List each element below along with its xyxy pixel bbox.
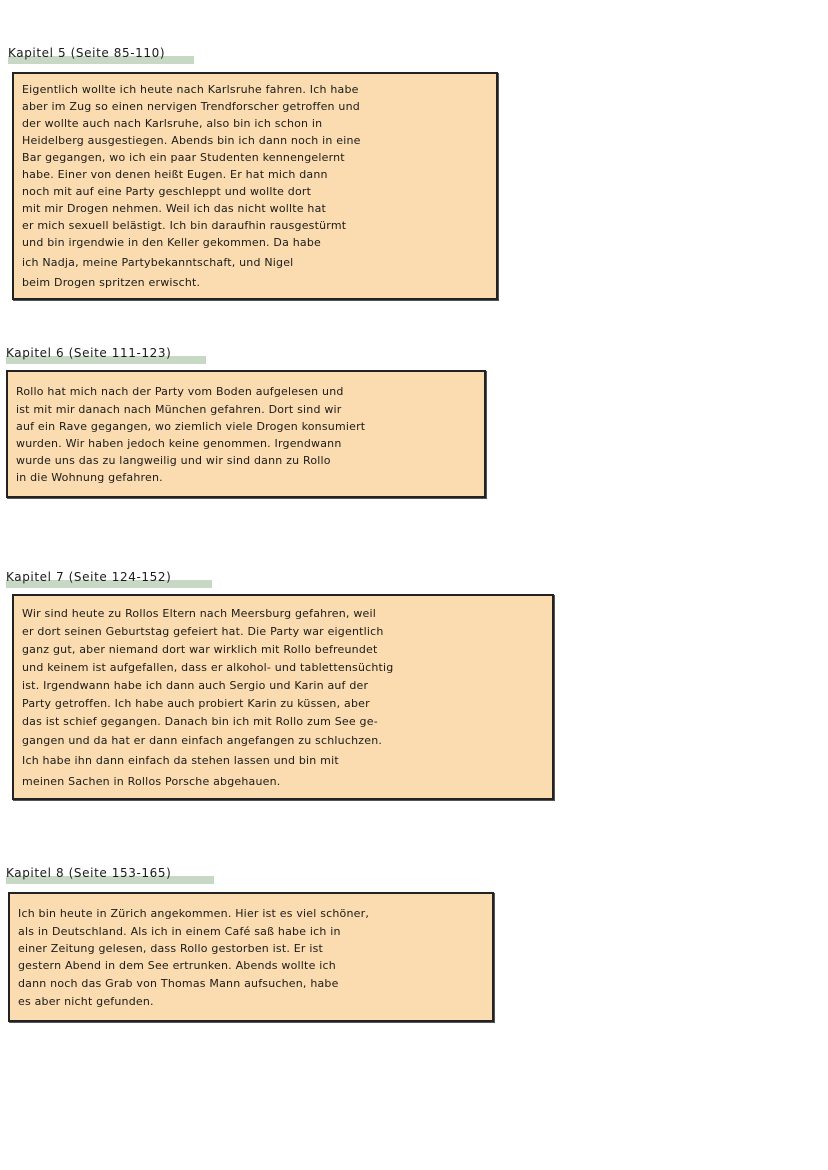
summary-line: ich Nadja, meine Partybekanntschaft, und Nigel (22, 256, 294, 269)
chapter-8-summary-box (8, 892, 494, 1022)
summary-line: dann noch das Grab von Thomas Mann aufsuchen, habe (18, 977, 339, 990)
summary-line: Bar gegangen, wo ich ein paar Studenten kennengelernt (22, 151, 345, 164)
summary-line: ist mit mir danach nach München gefahren. Dort sind wir (16, 403, 342, 416)
chapter-7-heading: Kapitel 7 (Seite 124-152) (6, 570, 172, 584)
summary-line: es aber nicht gefunden. (18, 995, 154, 1008)
summary-line: beim Drogen spritzen erwischt. (22, 276, 201, 289)
summary-line: Rollo hat mich nach der Party vom Boden aufgelesen und (16, 385, 344, 398)
summary-line: und keinem ist aufgefallen, dass er alkohol- und tablettensüchtig (22, 661, 394, 674)
summary-line: wurden. Wir haben jedoch keine genommen. Irgendwann (16, 437, 342, 450)
summary-line: Eigentlich wollte ich heute nach Karlsruhe fahren. Ich habe (22, 83, 359, 96)
summary-line: Wir sind heute zu Rollos Eltern nach Meersburg gefahren, weil (22, 607, 377, 620)
summary-line: er mich sexuell belästigt. Ich bin daraufhin rausgestürmt (22, 219, 347, 232)
summary-line: Heidelberg ausgestiegen. Abends bin ich dann noch in eine (22, 134, 361, 147)
summary-line: in die Wohnung gefahren. (16, 471, 163, 484)
summary-line: einer Zeitung gelesen, dass Rollo gestorben ist. Er ist (18, 942, 324, 955)
summary-line: Ich bin heute in Zürich angekommen. Hier ist es viel schöner, (18, 907, 370, 920)
chapter-6-heading: Kapitel 6 (Seite 111-123) (6, 346, 172, 360)
summary-line: Ich habe ihn dann einfach da stehen lassen und bin mit (22, 754, 339, 767)
summary-line: auf ein Rave gegangen, wo ziemlich viele Drogen konsumiert (16, 420, 366, 433)
chapter-5-heading: Kapitel 5 (Seite 85-110) (8, 46, 166, 60)
chapter-7-summary-box (12, 594, 554, 800)
summary-line: ganz gut, aber niemand dort war wirklich mit Rollo befreundet (22, 643, 378, 656)
chapter-8-heading: Kapitel 8 (Seite 153-165) (6, 866, 172, 880)
summary-line: gangen und da hat er dann einfach angefangen zu schluchzen. (22, 734, 383, 747)
summary-line: aber im Zug so einen nervigen Trendforscher getroffen und (22, 100, 360, 113)
summary-line: habe. Einer von denen heißt Eugen. Er hat mich dann (22, 168, 328, 181)
summary-line: er dort seinen Geburtstag gefeiert hat. Die Party war eigentlich (22, 625, 384, 638)
summary-line: mit mir Drogen nehmen. Weil ich das nicht wollte hat (22, 202, 327, 215)
summary-line: als in Deutschland. Als ich in einem Café saß habe ich in (18, 925, 341, 938)
summary-line: das ist schief gegangen. Danach bin ich mit Rollo zum See ge- (22, 715, 378, 728)
summary-line: der wollte auch nach Karlsruhe, also bin ich schon in (22, 117, 323, 130)
summary-line: meinen Sachen in Rollos Porsche abgehauen. (22, 775, 281, 788)
chapter-6-summary-box (6, 370, 486, 498)
summary-line: Party getroffen. Ich habe auch probiert Karin zu küssen, aber (22, 697, 370, 710)
summary-line: ist. Irgendwann habe ich dann auch Sergio und Karin auf der (22, 679, 369, 692)
summary-line: wurde uns das zu langweilig und wir sind dann zu Rollo (16, 454, 331, 467)
summary-line: noch mit auf eine Party geschleppt und wollte dort (22, 185, 312, 198)
summary-line: gestern Abend in dem See ertrunken. Abends wollte ich (18, 959, 336, 972)
summary-line: und bin irgendwie in den Keller gekommen. Da habe (22, 236, 322, 249)
chapter-5-summary-box (12, 72, 498, 300)
